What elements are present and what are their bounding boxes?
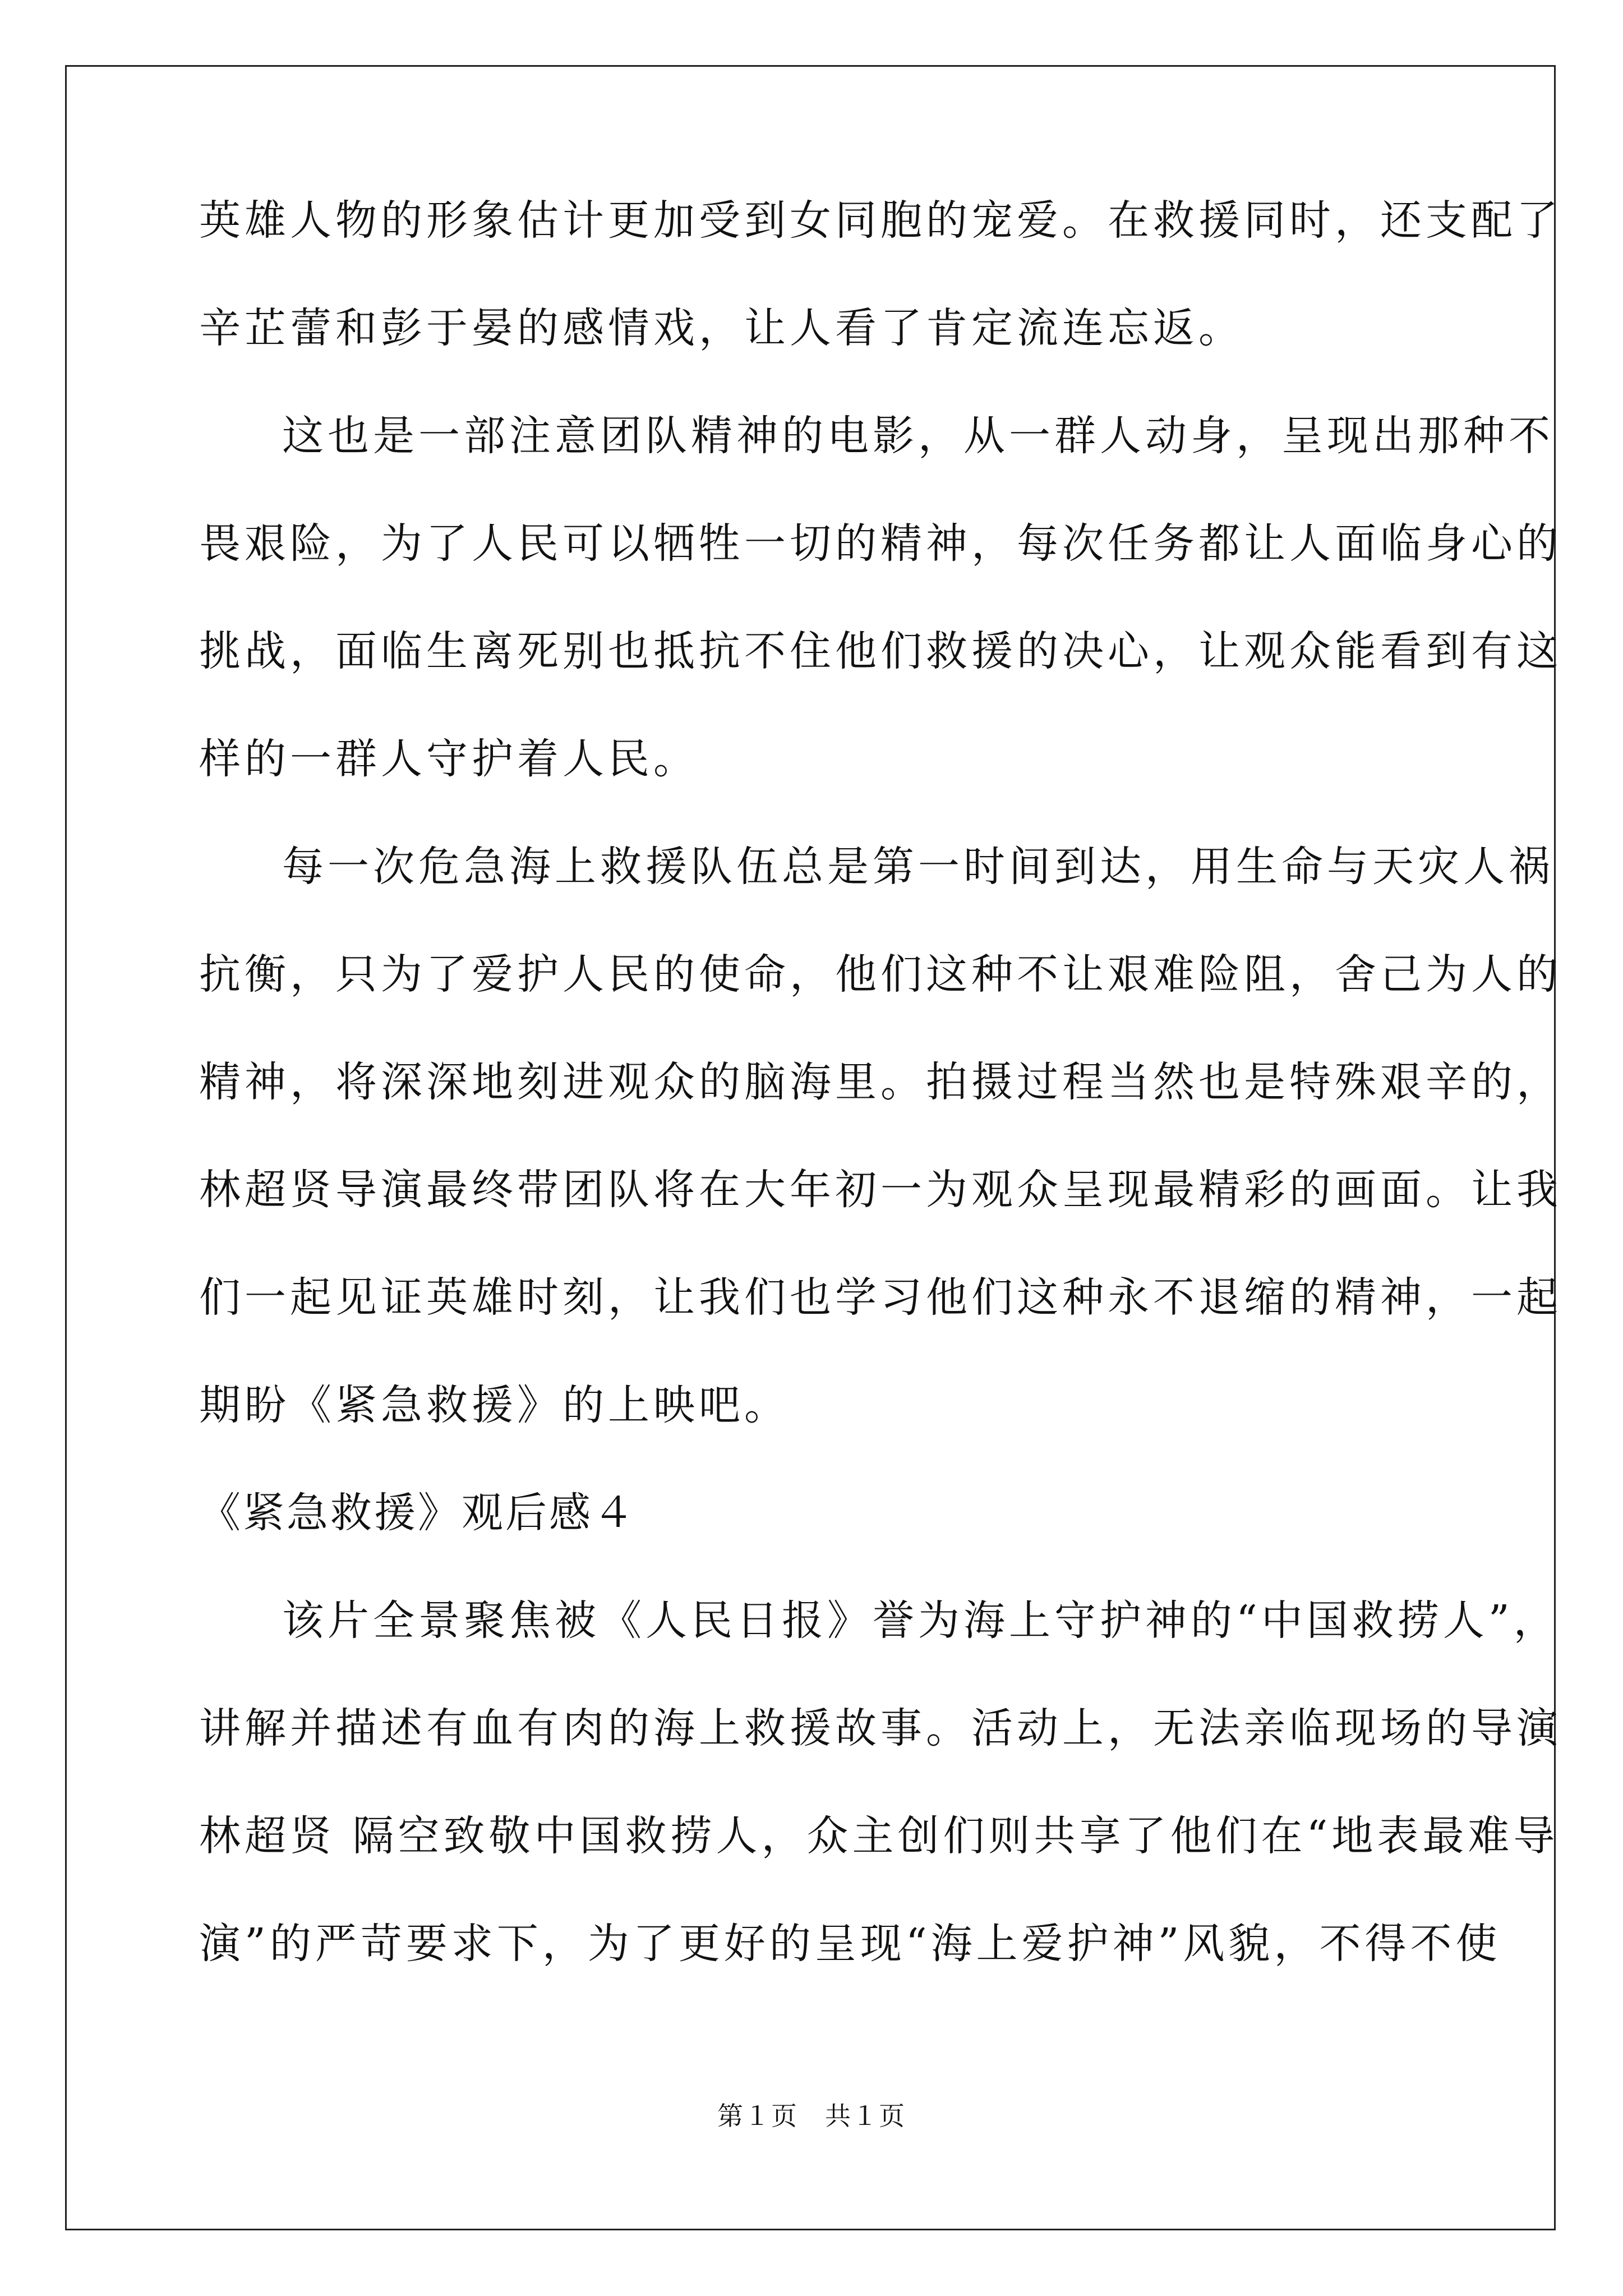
text-line: 林超贤导演最终带团队将在大年初一为观众呈现最精彩的画面。让我: [199, 1166, 1562, 1214]
text-line: 抗衡，只为了爱护人民的使命，他们这种不让艰难险阻，舍己为人的: [199, 950, 1562, 999]
page-number-footer: 第１页 共１页: [717, 2101, 906, 2131]
text-line: 精神，将深深地刻进观众的脑海里。拍摄过程当然也是特殊艰辛的，: [199, 1058, 1562, 1106]
text-line: 演”的严苛要求下，为了更好的呈现“海上爱护神”风貌，不得不使: [199, 1920, 1501, 1968]
text-line: 这也是一部注意团队精神的电影，从一群人动身，呈现出那种不: [282, 412, 1554, 460]
text-line: 辛芷蕾和彭于晏的感情戏，让人看了肯定流连忘返。: [199, 304, 1244, 352]
text-line: 讲解并描述有血有肉的海上救援故事。活动上，无法亲临现场的导演: [199, 1704, 1562, 1752]
document-body: [199, 194, 1562, 2024]
text-line: 英雄人物的形象估计更加受到女同胞的宠爱。在救援同时，还支配了: [199, 196, 1562, 245]
text-line: 挑战，面临生离死别也抵抗不住他们救援的决心，让观众能看到有这: [199, 627, 1562, 675]
text-line: 每一次危急海上救援队伍总是第一时间到达，用生命与天灾人祸: [282, 843, 1554, 891]
section-heading: 《紧急救援》观后感４: [199, 1489, 637, 1537]
text-line: 畏艰险，为了人民可以牺牲一切的精神，每次任务都让人面临身心的: [199, 519, 1562, 568]
text-line: 们一起见证英雄时刻，让我们也学习他们这种永不退缩的精神，一起: [199, 1273, 1562, 1322]
text-line: 期盼《紧急救援》的上映吧。: [199, 1381, 790, 1429]
text-line: 该片全景聚焦被《人民日报》誉为海上守护神的“中国救捞人”，: [282, 1596, 1559, 1645]
text-line: 样的一群人守护着人民。: [199, 735, 699, 783]
text-line: 林超贤 隔空致敬中国救捞人，众主创们则共享了他们在“地表最难导: [199, 1812, 1559, 1860]
